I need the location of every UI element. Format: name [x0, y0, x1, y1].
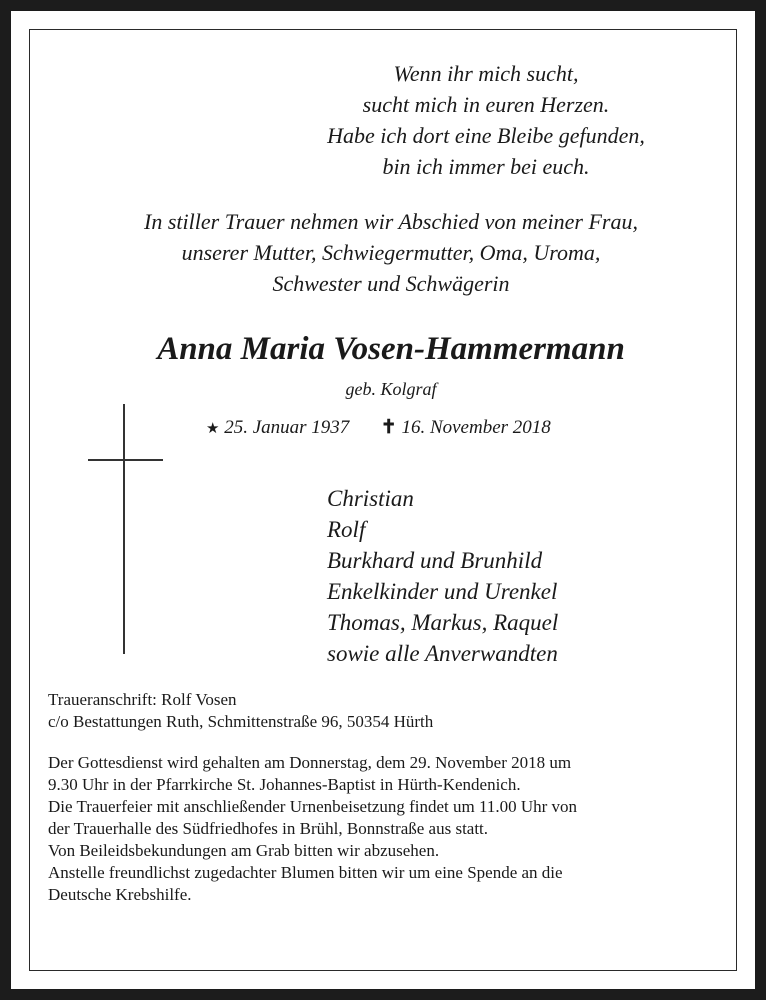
service-line: Der Gottesdienst wird gehalten am Donnerstag, dem 29. November 2018 um: [48, 753, 572, 772]
service-line: Die Trauerfeier mit anschließender Urnenbeisetzung findet um 11.00 Uhr von: [48, 797, 578, 816]
poem: [281, 58, 691, 182]
mourner: sowie alle Anverwandten: [327, 641, 558, 666]
service-line: Von Beileidsbekundungen am Grab bitten wir abzusehen.: [48, 841, 440, 860]
poem-line: Wenn ihr mich sucht,: [393, 61, 579, 86]
star-icon: ★: [206, 421, 220, 437]
death-date: 16. November 2018: [401, 417, 551, 438]
birth-date: 25. Januar 1937: [224, 417, 350, 438]
maiden-name: geb. Kolgraf: [345, 379, 437, 399]
cross-icon: [123, 404, 125, 654]
obituary-notice: [11, 11, 755, 989]
mourning-address: [48, 689, 738, 733]
address-line: c/o Bestattungen Ruth, Schmittenstraße 96, 50354 Hürth: [48, 712, 434, 731]
mourners-list: [327, 483, 727, 669]
mourner: Enkelkinder und Urenkel: [327, 579, 558, 604]
mourner: Burkhard und Brunhild: [327, 548, 543, 573]
intro-line: unserer Mutter, Schwiegermutter, Oma, Uroma,: [181, 240, 601, 265]
intro-text: [51, 206, 731, 299]
service-details: [48, 752, 710, 906]
address-line: Traueranschrift: Rolf Vosen: [48, 690, 237, 709]
poem-line: Habe ich dort eine Bleibe gefunden,: [327, 123, 645, 148]
cross-icon: ✝: [380, 417, 397, 438]
service-line: der Trauerhalle des Südfriedhofes in Brühl, Bonnstraße aus statt.: [48, 819, 489, 838]
life-dates: [206, 416, 606, 439]
mourner: Thomas, Markus, Raquel: [327, 610, 559, 635]
service-line: Deutsche Krebshilfe.: [48, 885, 192, 904]
intro-line: Schwester und Schwägerin: [272, 271, 510, 296]
mourner: Rolf: [327, 517, 366, 542]
mourner: Christian: [327, 486, 414, 511]
poem-line: sucht mich in euren Herzen.: [362, 92, 610, 117]
deceased-name: Anna Maria Vosen-Hammermann: [157, 331, 625, 367]
intro-line: In stiller Trauer nehmen wir Abschied von meiner Frau,: [144, 209, 638, 234]
service-line: Anstelle freundlichst zugedachter Blumen bitten wir um eine Spende an die: [48, 863, 563, 882]
cross-icon-bar: [88, 459, 163, 461]
service-line: 9.30 Uhr in der Pfarrkirche St. Johannes-Baptist in Hürth-Kendenich.: [48, 775, 521, 794]
poem-line: bin ich immer bei euch.: [382, 154, 590, 179]
